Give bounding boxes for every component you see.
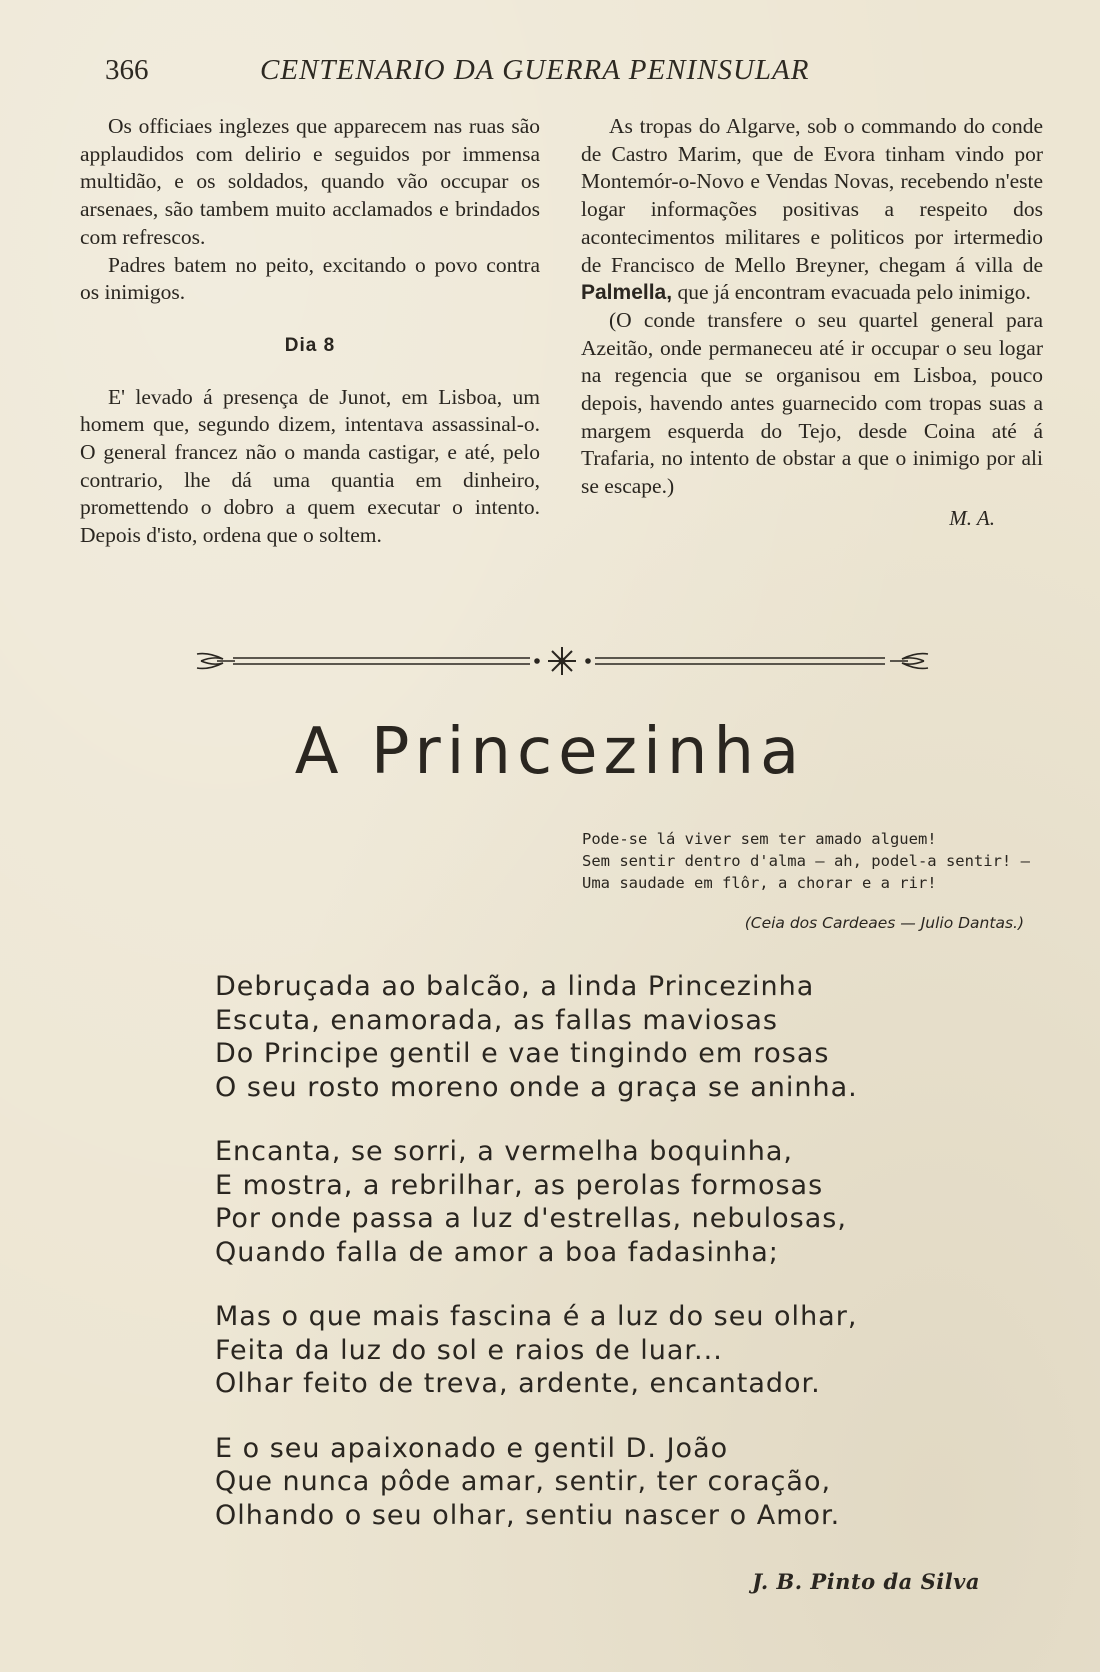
verse: Que nunca pôde amar, sentir, ter coração,: [215, 1466, 832, 1497]
paragraph: Padres batem no peito, excitando o povo contra os inimigos.: [80, 252, 540, 305]
poem-body: [215, 970, 1035, 1563]
paragraph-text: As tropas do Algarve, sob o commando do conde de Castro Marim, que de Evora tinham vindo por Montemór-o-Novo e Vendas Novas, recebendo n'este logar informações positivas a respeito dos acontecimentos militares e politicos por irtermedio de Francisco de Mello Breyner, chegam á villa de: [581, 114, 1043, 277]
verse: O seu rosto moreno onde a graça se aninha.: [215, 1071, 858, 1103]
place-name-palmella: Palmella,: [581, 281, 673, 305]
epigraph-line: Uma saudade em flôr, a chorar e a rir!: [582, 874, 937, 892]
poem-author: J. B. Pinto da Silva: [752, 1569, 980, 1594]
paragraph-text: que já encontram evacuada pelo inimigo.: [677, 280, 1031, 305]
verse: Do Principe gentil e vae tingindo em rosas: [215, 1038, 830, 1069]
right-column: [581, 113, 1043, 533]
poem-title: A Princezinha: [294, 715, 806, 789]
paragraph: (O conde transfere o seu quartel general para Azeitão, onde permaneceu até ir occupar o seu logar na regencia que se organisou em Lisboa, pouco depois, havendo antes guarnecido com tropas suas a margem esquerda do Tejo, desde Coina até á Trafaria, no intento de obstar a que o inimigo por ali se escape.): [581, 307, 1043, 499]
epigraph: [582, 828, 1052, 934]
running-title: CENTENARIO DA GUERRA PENINSULAR: [260, 54, 810, 86]
verse: Mas o que mais fascina é a luz do seu olhar,: [215, 1301, 858, 1332]
verse: Por onde passa a luz d'estrellas, nebulosas,: [215, 1203, 847, 1234]
verse: Quando falla de amor a boa fadasinha;: [215, 1236, 779, 1268]
left-column: [80, 113, 540, 550]
verse: Olhando o seu olhar, sentiu nascer o Amor.: [215, 1499, 841, 1531]
epigraph-line: Pode-se lá viver sem ter amado alguem!: [582, 830, 937, 848]
verse: Debruçada ao balcão, a linda Princezinha: [215, 971, 815, 1002]
decorative-divider: [195, 644, 930, 678]
stanza: [215, 1300, 1035, 1401]
verse: E o seu apaixonado e gentil D. João: [215, 1432, 729, 1464]
paragraph: E' levado á presença de Junot, em Lisboa, um homem que, segundo dizem, intentava assassinal-o. O general francez não o manda castigar, e até, pelo contrario, lhe dá uma quantia em dinheiro, promettendo o dobro a quem executar o intento. Depois d'isto, ordena que o soltem.: [80, 384, 540, 548]
verse: Escuta, enamorada, as fallas maviosas: [215, 1004, 778, 1036]
epigraph-source: (Ceia dos Cardeaes — Julio Dantas.): [744, 914, 1024, 932]
page-number: 366: [105, 54, 149, 86]
stanza: [215, 970, 1035, 1104]
signature-initials: M. A.: [949, 505, 995, 530]
stanza: [215, 1432, 1035, 1533]
verse: Olhar feito de treva, ardente, encantador.: [215, 1368, 821, 1399]
section-heading-dia-8: Dia 8: [284, 334, 336, 356]
epigraph-line: Sem sentir dentro d'alma — ah, podel-a sentir! —: [582, 852, 1030, 870]
stanza: [215, 1135, 1035, 1269]
verse: Feita da luz do sol e raios de luar...: [215, 1334, 723, 1366]
verse: E mostra, a rebrilhar, as perolas formosas: [215, 1169, 824, 1201]
paragraph: Os officiaes inglezes que apparecem nas ruas são applaudidos com delirio e seguidos por immensa multidão, e os soldados, quando vão occupar os arsenaes, são tambem muito acclamados e brindados com refrescos.: [80, 114, 540, 249]
paragraph: [581, 113, 1043, 307]
running-head: [105, 54, 885, 94]
verse: Encanta, se sorri, a vermelha boquinha,: [215, 1136, 793, 1167]
